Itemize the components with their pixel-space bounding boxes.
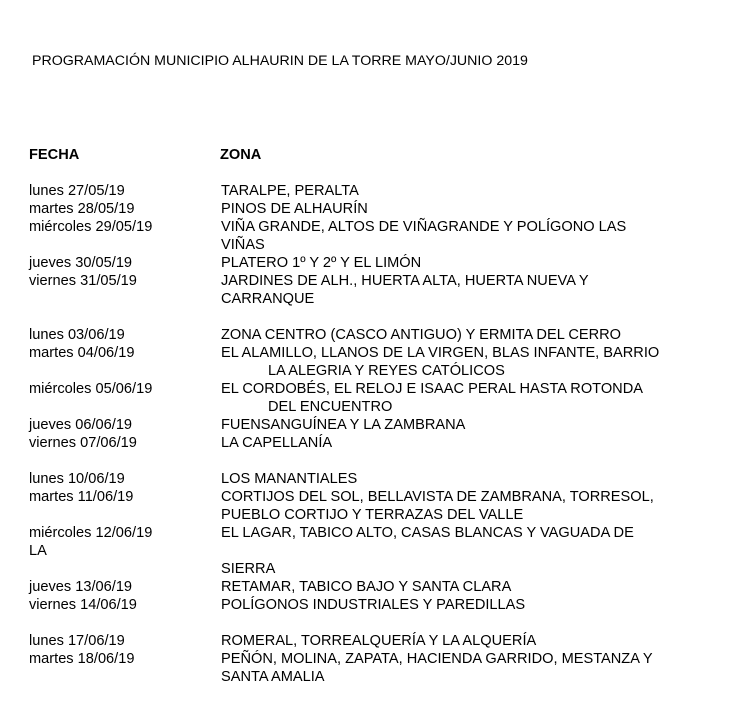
date-cell: martes 04/06/19 [29,345,135,361]
zone-cell: POLÍGONOS INDUSTRIALES Y PAREDILLAS [221,597,526,613]
date-cell: miércoles 29/05/19 [29,219,153,235]
zone-cell-continuation: SANTA AMALIA [221,669,325,685]
date-cell: lunes 17/06/19 [29,633,125,649]
zone-cell-continuation: DEL ENCUENTRO [268,399,393,415]
page-title: PROGRAMACIÓN MUNICIPIO ALHAURIN DE LA TORRE MAYO/JUNIO 2019 [32,53,528,69]
zone-cell: TARALPE, PERALTA [221,183,359,199]
date-cell: jueves 13/06/19 [29,579,133,595]
zone-cell: CORTIJOS DEL SOL, BELLAVISTA DE ZAMBRANA, TORRESOL, [221,489,654,505]
zone-cell-continuation: LA ALEGRIA Y REYES CATÓLICOS [268,363,505,379]
header-fecha: FECHA [29,147,80,163]
zone-cell: LOS MANANTIALES [221,471,358,487]
zone-cell: PEÑÓN, MOLINA, ZAPATA, HACIENDA GARRIDO, MESTANZA Y [221,651,653,667]
date-cell: miércoles 12/06/19 [29,525,153,541]
zone-cell-continuation: SIERRA [221,561,276,577]
zone-cell: JARDINES DE ALH., HUERTA ALTA, HUERTA NUEVA Y [221,273,589,289]
date-cell: viernes 07/06/19 [29,435,137,451]
zone-cell: ROMERAL, TORREALQUERÍA Y LA ALQUERÍA [221,633,537,649]
date-cell: viernes 14/06/19 [29,597,137,613]
date-cell: jueves 06/06/19 [29,417,133,433]
zone-cell: PLATERO 1º Y 2º Y EL LIMÓN [221,255,422,271]
date-cell-continuation: LA [29,543,47,559]
zone-cell: EL LAGAR, TABICO ALTO, CASAS BLANCAS Y VAGUADA DE [221,525,634,541]
date-cell: jueves 30/05/19 [29,255,133,271]
zone-cell: LA CAPELLANÍA [221,435,333,451]
zone-cell: EL ALAMILLO, LLANOS DE LA VIRGEN, BLAS INFANTE, BARRIO [221,345,660,361]
date-cell: lunes 03/06/19 [29,327,125,343]
zone-cell: EL CORDOBÉS, EL RELOJ E ISAAC PERAL HASTA ROTONDA [221,381,643,397]
zone-cell: PINOS DE ALHAURÍN [221,201,368,217]
date-cell: martes 28/05/19 [29,201,135,217]
zone-cell: ZONA CENTRO (CASCO ANTIGUO) Y ERMITA DEL CERRO [221,327,622,343]
zone-cell: RETAMAR, TABICO BAJO Y SANTA CLARA [221,579,512,595]
date-cell: martes 11/06/19 [29,489,134,505]
date-cell: lunes 27/05/19 [29,183,125,199]
zone-cell-continuation: VIÑAS [221,237,265,253]
zone-cell-continuation: CARRANQUE [221,291,315,307]
date-cell: viernes 31/05/19 [29,273,137,289]
header-zona: ZONA [220,147,262,163]
date-cell: miércoles 05/06/19 [29,381,153,397]
zone-cell: VIÑA GRANDE, ALTOS DE VIÑAGRANDE Y POLÍGONO LAS [221,219,627,235]
date-cell: martes 18/06/19 [29,651,135,667]
date-cell: lunes 10/06/19 [29,471,125,487]
zone-cell: FUENSANGUÍNEA Y LA ZAMBRANA [221,417,466,433]
zone-cell-continuation: PUEBLO CORTIJO Y TERRAZAS DEL VALLE [221,507,524,523]
